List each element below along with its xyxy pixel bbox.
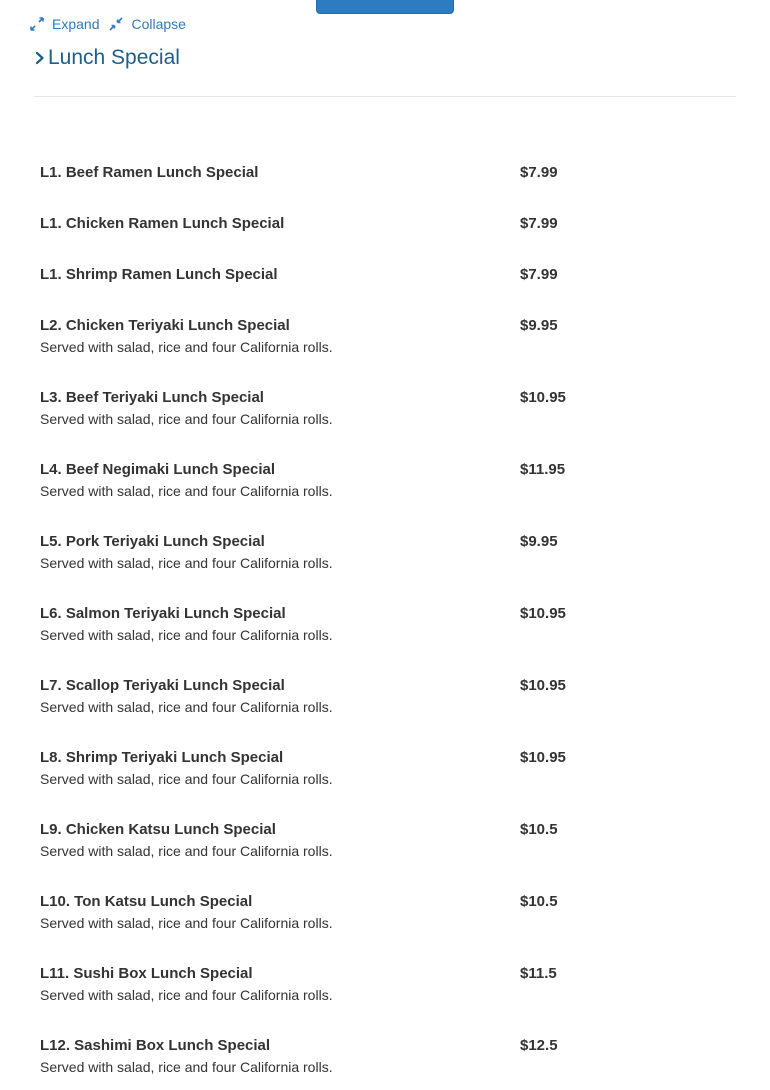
menu-item[interactable] <box>40 460 740 500</box>
chevron-right-icon <box>34 50 46 66</box>
menu-item-name: L9. Chicken Katsu Lunch Special <box>40 821 276 838</box>
section-divider <box>34 96 736 97</box>
menu-item-price: $7.99 <box>520 266 558 283</box>
menu-item-description: Served with salad, rice and four California rolls. <box>40 411 333 427</box>
menu-item[interactable] <box>40 964 740 1004</box>
menu-item-name: L4. Beef Negimaki Lunch Special <box>40 461 276 478</box>
expand-icon <box>30 17 44 31</box>
top-action-button[interactable] <box>316 0 454 14</box>
menu-item-name: L2. Chicken Teriyaki Lunch Special <box>40 317 290 334</box>
menu-item-description: Served with salad, rice and four California rolls. <box>40 339 333 355</box>
menu-item-name: L3. Beef Teriyaki Lunch Special <box>40 389 264 406</box>
menu-item-price: $11.5 <box>520 965 557 982</box>
menu-item-price: $10.95 <box>520 677 566 694</box>
menu-item-name: L1. Chicken Ramen Lunch Special <box>40 215 285 232</box>
menu-item-name: L8. Shrimp Teriyaki Lunch Special <box>40 749 284 766</box>
menu-item-name: L7. Scallop Teriyaki Lunch Special <box>40 677 285 694</box>
menu-item-description: Served with salad, rice and four California rolls. <box>40 1059 333 1075</box>
collapse-button[interactable] <box>109 16 185 32</box>
menu-item[interactable] <box>40 265 740 284</box>
menu-item[interactable] <box>40 820 740 860</box>
menu-item[interactable] <box>40 748 740 788</box>
menu-item-price: $10.95 <box>520 749 566 766</box>
menu-item-name: L5. Pork Teriyaki Lunch Special <box>40 533 265 550</box>
expand-collapse-controls <box>30 16 196 32</box>
menu-item[interactable] <box>40 1036 740 1076</box>
menu-item-name: L6. Salmon Teriyaki Lunch Special <box>40 605 286 622</box>
section-toggle-lunch-special[interactable] <box>34 46 180 70</box>
section-title: Lunch Special <box>48 46 180 69</box>
menu-item-price: $9.95 <box>520 533 558 550</box>
menu-item-description: Served with salad, rice and four California rolls. <box>40 483 333 499</box>
collapse-label: Collapse <box>131 16 186 32</box>
menu-item-price: $7.99 <box>520 164 558 181</box>
menu-item[interactable] <box>40 388 740 428</box>
menu-item[interactable] <box>40 532 740 572</box>
menu-item-name: L1. Beef Ramen Lunch Special <box>40 164 259 181</box>
menu-item-price: $10.5 <box>520 893 558 910</box>
menu-item-price: $9.95 <box>520 317 558 334</box>
menu-item-description: Served with salad, rice and four California rolls. <box>40 699 333 715</box>
menu-item-description: Served with salad, rice and four California rolls. <box>40 915 333 931</box>
menu-item[interactable] <box>40 214 740 233</box>
menu-item-description: Served with salad, rice and four California rolls. <box>40 843 333 859</box>
menu-item-price: $7.99 <box>520 215 558 232</box>
collapse-icon <box>109 17 123 31</box>
menu-item[interactable] <box>40 163 740 182</box>
menu-item[interactable] <box>40 604 740 644</box>
menu-item-name: L10. Ton Katsu Lunch Special <box>40 893 253 910</box>
menu-item[interactable] <box>40 316 740 356</box>
menu-item[interactable] <box>40 892 740 932</box>
menu-item-description: Served with salad, rice and four California rolls. <box>40 627 333 643</box>
menu-item-name: L12. Sashimi Box Lunch Special <box>40 1037 271 1054</box>
expand-label: Expand <box>52 16 100 32</box>
menu-item-price: $11.95 <box>520 461 566 478</box>
menu-item-description: Served with salad, rice and four California rolls. <box>40 987 333 1003</box>
menu-item-price: $10.5 <box>520 821 558 838</box>
menu-item-list <box>40 163 740 1090</box>
menu-item-name: L11. Sushi Box Lunch Special <box>40 965 253 982</box>
menu-item-price: $10.95 <box>520 389 566 406</box>
menu-item-price: $12.5 <box>520 1037 558 1054</box>
menu-item[interactable] <box>40 676 740 716</box>
menu-item-description: Served with salad, rice and four California rolls. <box>40 771 333 787</box>
menu-item-price: $10.95 <box>520 605 566 622</box>
menu-item-name: L1. Shrimp Ramen Lunch Special <box>40 266 278 283</box>
menu-item-description: Served with salad, rice and four California rolls. <box>40 555 333 571</box>
expand-button[interactable] <box>30 16 99 32</box>
